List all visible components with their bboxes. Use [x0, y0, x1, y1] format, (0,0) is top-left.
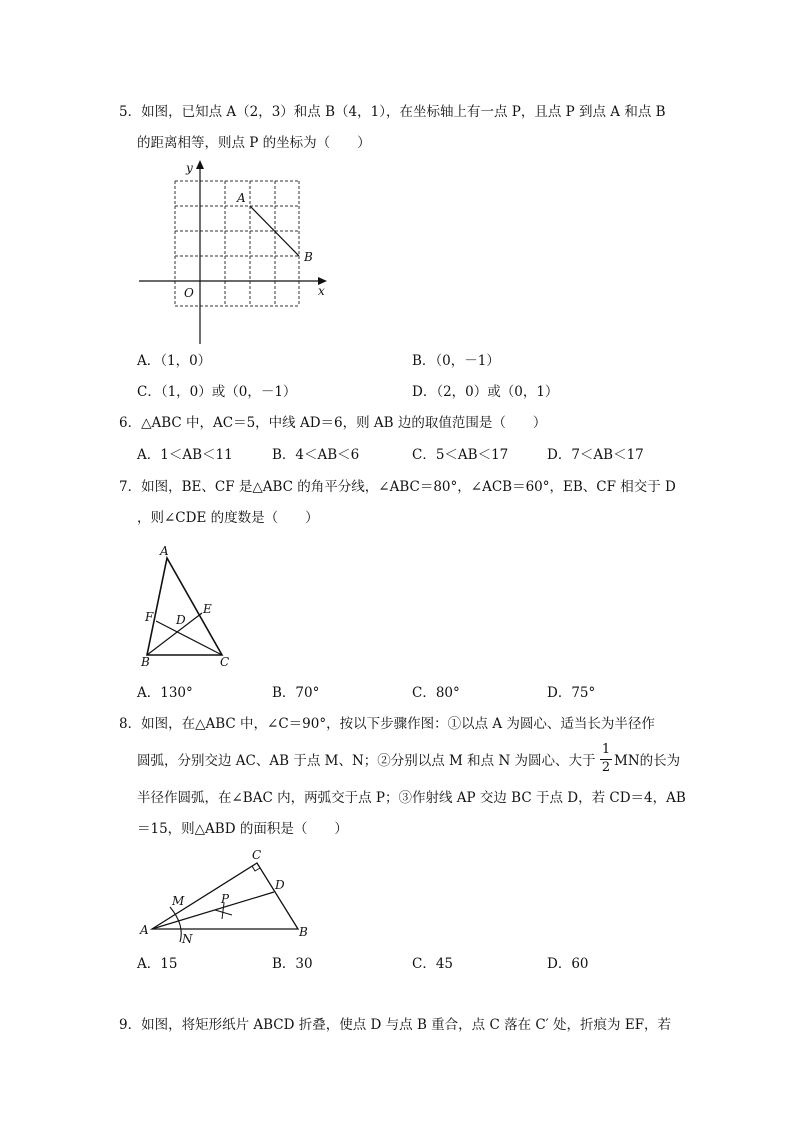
- vertex-c-label: C: [252, 848, 262, 862]
- q8-fraction-numerator: 1: [601, 742, 611, 757]
- x-axis-label: x: [318, 284, 325, 298]
- y-axis-label: y: [186, 161, 193, 175]
- q8-option-d: D．60: [547, 956, 589, 972]
- q5-stem-line2: 的距离相等，则点 P 的坐标为（ ）: [137, 135, 371, 151]
- point-p-label: P: [221, 892, 230, 906]
- q7-option-a: A．130°: [137, 685, 193, 701]
- q8-stem-line2a: 圆弧，分别交边 AC、AB 于点 M、N；②分别以点 M 和点 N 为圆心、大于: [137, 753, 596, 769]
- q7-stem-line1: 7．如图，BE、CF 是△ABC 的角平分线，∠ABC＝80°，∠ACB＝60°，EB、CF 相交于 D: [119, 479, 676, 495]
- point-n-label: N: [182, 932, 193, 946]
- point-d-label: D: [275, 878, 285, 892]
- vertex-a-label: A: [160, 544, 169, 558]
- vertex-b-label: B: [299, 925, 308, 939]
- q7-option-d: D．75°: [547, 685, 596, 701]
- q8-fraction-denominator: 2: [601, 760, 611, 775]
- vertex-a-label: A: [140, 923, 149, 937]
- q5-option-c: C．（1，0）或（0，－1）: [137, 384, 297, 400]
- vertex-b-label: B: [141, 655, 150, 669]
- q6-option-c: C．5＜AB＜17: [412, 447, 509, 463]
- vertex-c-label: C: [220, 655, 230, 669]
- q8-option-a: A．15: [137, 956, 178, 972]
- point-b-label: B: [304, 250, 313, 264]
- q5-stem-line1: 5．如图，已知点 A（2，3）和点 B（4，1），在坐标轴上有一点 P，且点 P 到点 A 和点 B: [119, 104, 666, 120]
- point-f-label: F: [145, 610, 154, 624]
- q6-option-d: D．7＜AB＜17: [547, 447, 644, 463]
- q6-option-b: B．4＜AB＜6: [272, 447, 360, 463]
- q7-option-c: C．80°: [412, 685, 460, 701]
- q5-option-a: A．（1，0）: [137, 353, 212, 369]
- q8-option-b: B．30: [272, 956, 313, 972]
- ray-ad: [152, 892, 274, 929]
- q8-stem-line1: 8．如图，在△ABC 中，∠C＝90°，按以下步骤作图：①以点 A 为圆心、适当长为半径作: [119, 716, 655, 732]
- q6-stem-line1: 6．△ABC 中，AC＝5，中线 AD＝6，则 AB 边的取值范围是（ ）: [119, 415, 547, 431]
- point-e-label: E: [203, 602, 212, 616]
- q8-option-c: C．45: [412, 956, 454, 972]
- point-d-label: D: [176, 613, 186, 627]
- q5-option-d: D．（2，0）或（0，1）: [412, 384, 559, 400]
- q8-stem-line3: 半径作圆弧，在∠BAC 内，两弧交于点 P；③作射线 AP 交边 BC 于点 D，若 CD＝4，AB: [137, 790, 686, 806]
- point-a-label: A: [237, 191, 246, 205]
- q7-stem-line2: ，则∠CDE 的度数是（ ）: [137, 510, 319, 526]
- q8-stem-line4: ＝15，则△ABD 的面积是（ ）: [137, 821, 348, 837]
- q8-stem-line2b: MN的长为: [614, 753, 681, 769]
- q9-stem-line1: 9．如图，将矩形纸片 ABCD 折叠，使点 D 与点 B 重合，点 C 落在 C′ 处，折痕为 EF，若: [119, 1017, 672, 1033]
- q5-option-b: B．（0，－1）: [412, 353, 500, 369]
- origin-label: O: [184, 286, 194, 300]
- q7-option-b: B．70°: [272, 685, 320, 701]
- point-m-label: M: [172, 894, 185, 908]
- q6-option-a: A．1＜AB＜11: [137, 447, 233, 463]
